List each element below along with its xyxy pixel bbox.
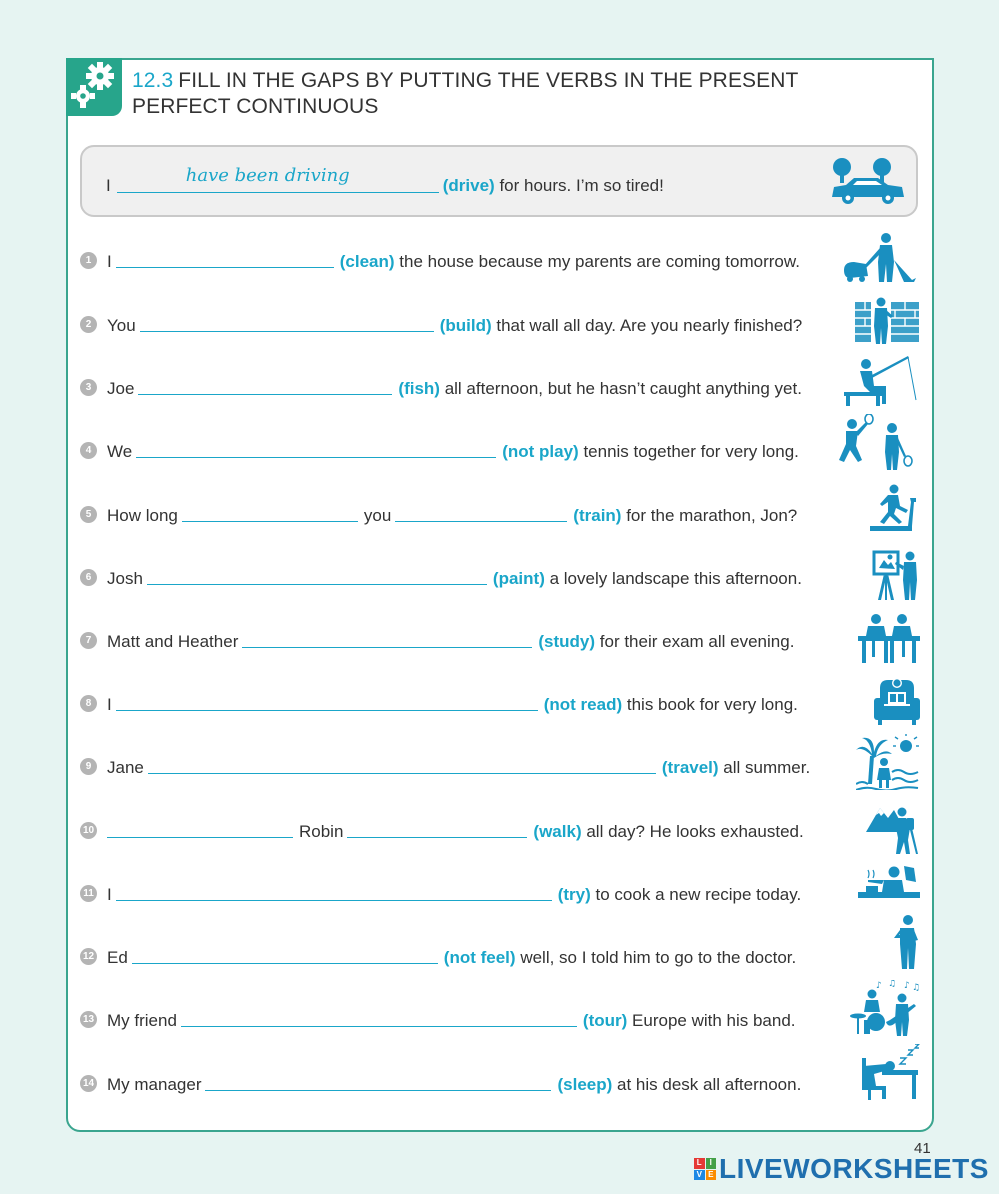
row-subject: Joe bbox=[107, 379, 135, 398]
svg-text:♪: ♪ bbox=[904, 981, 910, 991]
row-rest: a lovely landscape this afternoon. bbox=[549, 569, 802, 588]
svg-text:♫: ♫ bbox=[888, 980, 897, 989]
answer-blank[interactable] bbox=[148, 756, 656, 774]
answer-blank[interactable] bbox=[181, 1009, 577, 1027]
exercise-card bbox=[66, 58, 934, 1132]
answer-blank[interactable] bbox=[242, 630, 532, 648]
svg-text:♫: ♫ bbox=[912, 983, 920, 993]
vacuum-cleaning-icon bbox=[842, 232, 918, 284]
exercise-number: 12.3 bbox=[132, 69, 174, 92]
row-verb: (clean) bbox=[339, 252, 395, 271]
answer-blank-2[interactable] bbox=[347, 820, 527, 838]
example-answer-blank bbox=[117, 165, 439, 193]
band-icon bbox=[846, 980, 920, 1036]
row-rest: for the marathon, Jon? bbox=[626, 506, 798, 525]
row-subject: I bbox=[107, 885, 112, 904]
row-subject: My manager bbox=[107, 1075, 202, 1094]
item-number-badge: 8 bbox=[80, 695, 97, 712]
example-sentence bbox=[106, 165, 664, 196]
item-number-badge: 1 bbox=[80, 252, 97, 269]
title-line-1: FILL IN THE GAPS BY PUTTING THE VERBS IN THE PRESENT bbox=[178, 69, 799, 92]
answer-blank[interactable] bbox=[147, 567, 487, 585]
answer-blank[interactable] bbox=[116, 693, 538, 711]
logo-mark-icon: L I V E bbox=[694, 1158, 716, 1180]
exercise-row-9 bbox=[80, 748, 815, 778]
row-subject: How long bbox=[107, 506, 178, 525]
exercise-row-7 bbox=[80, 622, 815, 652]
row-subject: Josh bbox=[107, 569, 143, 588]
gears-icon bbox=[66, 58, 122, 116]
hiker-mountain-icon bbox=[866, 798, 920, 854]
row-rest: to cook a new recipe today. bbox=[595, 885, 802, 904]
exercise-row-2 bbox=[80, 306, 815, 336]
fishing-icon bbox=[842, 356, 918, 408]
answer-blank[interactable] bbox=[138, 377, 392, 395]
item-number-badge: 14 bbox=[80, 1075, 97, 1092]
row-verb: (not play) bbox=[502, 442, 579, 461]
item-number-badge: 3 bbox=[80, 379, 97, 396]
row-rest: Europe with his band. bbox=[632, 1011, 796, 1030]
exercise-row-4 bbox=[80, 432, 815, 462]
row-verb: (try) bbox=[557, 885, 591, 904]
row-subject: My friend bbox=[107, 1011, 177, 1030]
item-number-badge: 4 bbox=[80, 442, 97, 459]
item-number-badge: 5 bbox=[80, 506, 97, 523]
answer-blank[interactable] bbox=[116, 883, 552, 901]
exercise-row-5 bbox=[80, 496, 815, 526]
row-rest: at his desk all afternoon. bbox=[617, 1075, 802, 1094]
example-answer: have been driving bbox=[185, 165, 350, 186]
answer-blank[interactable] bbox=[205, 1073, 551, 1091]
car-icon bbox=[830, 157, 906, 205]
item-number-badge: 6 bbox=[80, 569, 97, 586]
liveworksheets-logo bbox=[694, 1153, 989, 1185]
row-subject: You bbox=[107, 316, 136, 335]
answer-blank[interactable] bbox=[132, 946, 438, 964]
row-subject: Ed bbox=[107, 948, 128, 967]
row-subject: I bbox=[107, 252, 112, 271]
exercise-title bbox=[132, 68, 832, 120]
row-subject: We bbox=[107, 442, 133, 461]
sick-person-icon bbox=[892, 914, 922, 970]
exercise-row-14 bbox=[80, 1065, 815, 1095]
page-number: 41 bbox=[914, 1140, 931, 1157]
row-middle: Robin bbox=[299, 822, 344, 841]
example-subject: I bbox=[106, 176, 111, 195]
reading-armchair-icon bbox=[874, 674, 920, 726]
row-verb: (train) bbox=[573, 506, 622, 525]
example-verb: (drive) bbox=[442, 176, 495, 195]
answer-blank[interactable] bbox=[140, 314, 434, 332]
row-subject: I bbox=[107, 695, 112, 714]
answer-blank[interactable] bbox=[107, 820, 293, 838]
item-number-badge: 10 bbox=[80, 822, 97, 839]
item-number-badge: 11 bbox=[80, 885, 97, 902]
row-verb: (travel) bbox=[661, 758, 719, 777]
row-verb: (build) bbox=[439, 316, 492, 335]
row-rest: all day? He looks exhausted. bbox=[586, 822, 804, 841]
row-rest: all summer. bbox=[723, 758, 811, 777]
row-verb: (not feel) bbox=[443, 948, 516, 967]
beach-travel-icon bbox=[856, 734, 920, 790]
row-rest: this book for very long. bbox=[626, 695, 798, 714]
item-number-badge: 13 bbox=[80, 1011, 97, 1028]
bricklayer-icon bbox=[855, 296, 919, 344]
example-box bbox=[80, 145, 918, 217]
exercise-row-13 bbox=[80, 1001, 815, 1031]
gear-badge bbox=[66, 58, 122, 116]
exercise-row-6 bbox=[80, 559, 815, 589]
row-rest: well, so I told him to go to the doctor. bbox=[520, 948, 797, 967]
answer-blank[interactable] bbox=[116, 250, 334, 268]
row-rest: for their exam all evening. bbox=[599, 632, 795, 651]
brand-name: LIVEWORKSHEETS bbox=[719, 1153, 989, 1184]
row-verb: (fish) bbox=[398, 379, 440, 398]
painting-easel-icon bbox=[870, 548, 922, 602]
row-verb: (paint) bbox=[492, 569, 545, 588]
exercise-row-8 bbox=[80, 685, 815, 715]
example-rest: for hours. I’m so tired! bbox=[499, 176, 664, 195]
treadmill-icon bbox=[868, 484, 920, 532]
svg-text:♪: ♪ bbox=[876, 981, 882, 991]
row-verb: (not read) bbox=[543, 695, 623, 714]
exercise-row-1 bbox=[80, 242, 815, 272]
item-number-badge: 9 bbox=[80, 758, 97, 775]
exercise-row-3 bbox=[80, 369, 815, 399]
answer-blank[interactable] bbox=[182, 504, 358, 522]
exercise-row-11 bbox=[80, 875, 815, 905]
answer-blank[interactable] bbox=[136, 440, 496, 458]
row-subject: Matt and Heather bbox=[107, 632, 239, 651]
row-rest: tennis together for very long. bbox=[583, 442, 799, 461]
item-number-badge: 12 bbox=[80, 948, 97, 965]
title-line-2: PERFECT CONTINUOUS bbox=[132, 95, 379, 118]
row-rest: that wall all day. Are you nearly finished? bbox=[496, 316, 803, 335]
row-verb: (walk) bbox=[533, 822, 582, 841]
studying-desks-icon bbox=[858, 612, 920, 664]
item-number-badge: 2 bbox=[80, 316, 97, 333]
row-middle: you bbox=[363, 506, 392, 525]
row-verb: (study) bbox=[538, 632, 596, 651]
row-verb: (tour) bbox=[582, 1011, 628, 1030]
cooking-recipe-icon bbox=[858, 864, 920, 904]
row-verb: (sleep) bbox=[557, 1075, 613, 1094]
answer-blank-2[interactable] bbox=[395, 504, 567, 522]
item-number-badge: 7 bbox=[80, 632, 97, 649]
exercise-row-12 bbox=[80, 938, 815, 968]
exercise-row-10 bbox=[80, 812, 815, 842]
row-rest: the house because my parents are coming tomorrow. bbox=[399, 252, 800, 271]
row-subject: Jane bbox=[107, 758, 144, 777]
tennis-icon bbox=[836, 414, 920, 472]
row-rest: all afternoon, but he hasn’t caught anything yet. bbox=[444, 379, 802, 398]
sleeping-desk-icon bbox=[860, 1044, 920, 1100]
